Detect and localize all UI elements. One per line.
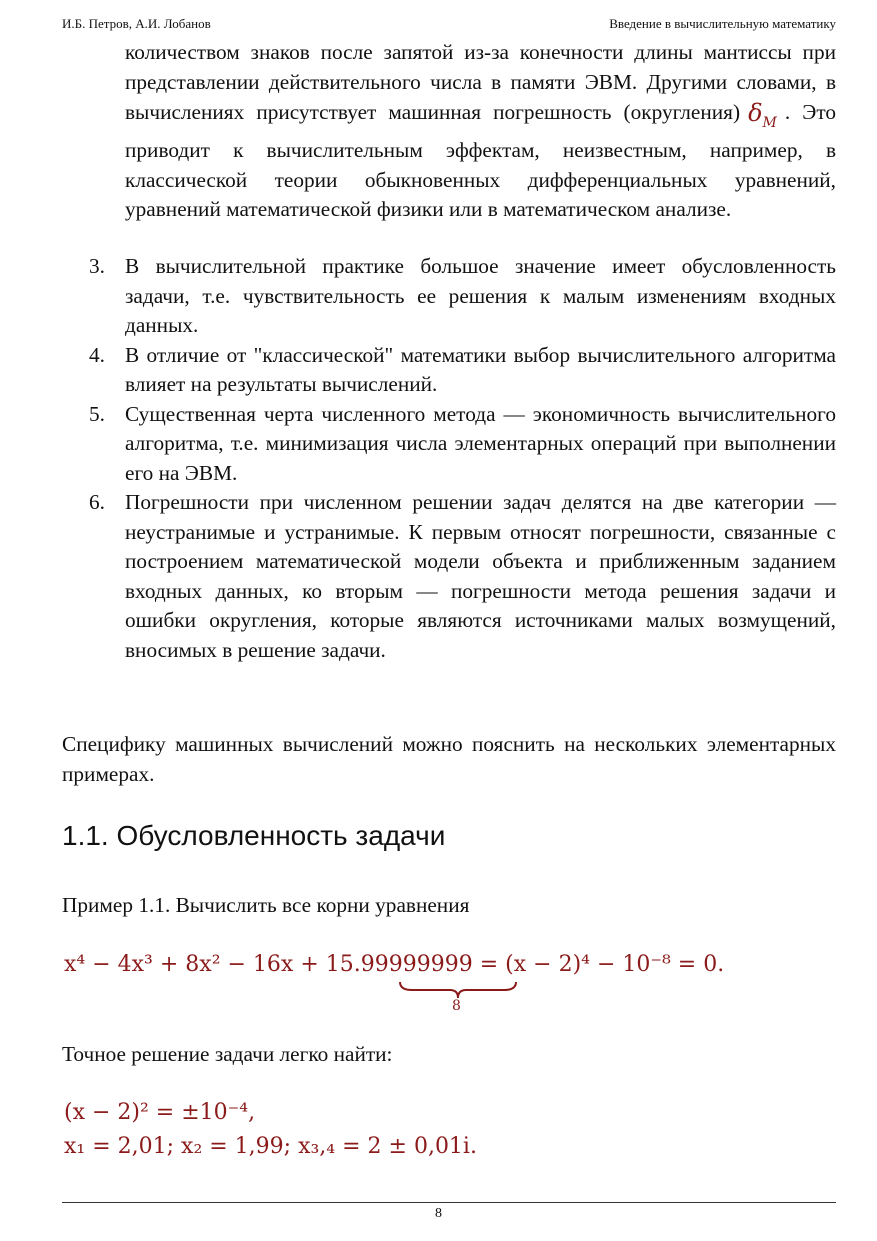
list-item-number: 4.: [89, 342, 105, 367]
list-item-text: В отличие от "классической" математики выбор вычислительного алгоритма влияет на результаты вычислений.: [125, 342, 836, 396]
list-item: [0, 341, 836, 400]
exact-solution-statement: Точное решение задачи легко найти:: [62, 1042, 393, 1066]
list-item-2-continuation: [125, 38, 836, 225]
intro-paragraph: Специфику машинных вычислений можно пояснить на нескольких элементарных примерах.: [62, 732, 836, 786]
equation-digits: 99999999: [360, 952, 473, 977]
solution-line-2: x₁ = 2,01; x₂ = 1,99; x₃,₄ = 2 ± 0,01i.: [64, 1134, 477, 1159]
list-item-text: Погрешности при численном решении задач делятся на две категории — неустранимые и устранимые. К первым относят погрешности, связанные с построением математической модели объекта и приближенным заданием входных данных, ко вторым — погрешности метода решения задачи и ошибки округления, которые являются источниками малых возмущений, вносимых в решение задачи.: [125, 490, 836, 662]
footer-rule: [62, 1202, 836, 1203]
equation-right-side: = (x − 2)⁴ − 10⁻⁸ = 0.: [479, 952, 725, 977]
list-item: [0, 252, 836, 341]
solution-line-1: (x − 2)² = ±10⁻⁴,: [64, 1100, 256, 1125]
header-book-title: Введение в вычислительную математику: [609, 16, 836, 31]
running-header: [62, 16, 836, 36]
example-statement: Пример 1.1. Вычислить все корни уравнения: [62, 893, 470, 917]
equation-quartic: [64, 950, 724, 980]
machine-error-symbol: $\delta_M$: [748, 99, 777, 131]
list-item: [0, 400, 836, 489]
underbrace-label: 8: [452, 998, 461, 1014]
equation-left-side: x⁴ − 4x³ + 8x² − 16x + 15.: [64, 952, 361, 977]
header-authors: И.Б. Петров, А.И. Лобанов: [62, 16, 211, 31]
page-number: 8: [435, 1206, 442, 1221]
continuation-text-part2: . Это приводит к вычислительным эффектам, неизвестным, например, в классической теории обыкновенных дифференциальных уравнений, уравнений математической физики или в математическом анализе.: [125, 100, 836, 222]
continuation-text-part1: количеством знаков после запятой из-за конечности длины мантиссы при представлении действительного числа в памяти ЭВМ. Другими словами, в вычислениях присутствует машинная погрешность (округления): [125, 40, 836, 124]
list-item-text: Существенная черта численного метода — экономичность вычислительного алгоритма, т.е. минимизация числа элементарных операций при выполнении его на ЭВМ.: [125, 401, 836, 485]
list-item-number: 5.: [89, 401, 105, 426]
section-heading: 1.1. Обусловленность задачи: [62, 820, 446, 851]
list-item-text: В вычислительной практике большое значение имеет обусловленность задачи, т.е. чувствительность ее решения к малым изменениям входных данных.: [125, 254, 836, 337]
list-item-number: 3.: [89, 254, 105, 278]
list-item-number: 6.: [89, 490, 105, 514]
equation-solution: [64, 1096, 477, 1164]
list-item: [0, 488, 836, 665]
numbered-list: [0, 252, 877, 665]
